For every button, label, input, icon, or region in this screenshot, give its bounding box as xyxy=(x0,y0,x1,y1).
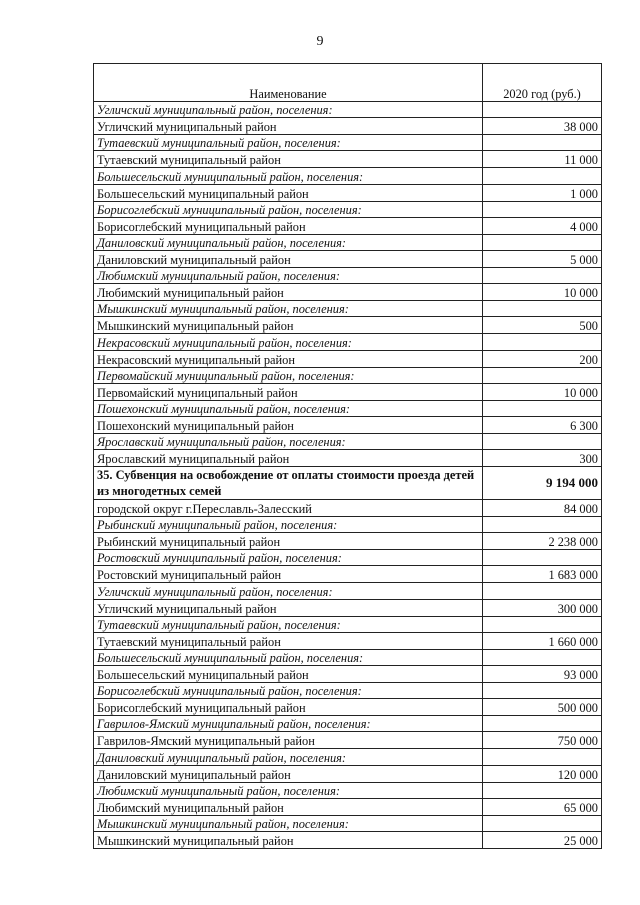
row-value: 11 000 xyxy=(483,151,602,168)
row-value xyxy=(483,135,602,151)
subheading-row xyxy=(94,815,602,831)
table-row xyxy=(94,500,602,517)
row-value: 500 xyxy=(483,317,602,334)
row-value: 1 683 000 xyxy=(483,566,602,583)
row-name: Тутаевский муниципальный район xyxy=(94,632,483,649)
subheading-row xyxy=(94,102,602,118)
row-value: 300 000 xyxy=(483,599,602,616)
table-row xyxy=(94,599,602,616)
row-name: Даниловский муниципальный район xyxy=(94,250,483,267)
row-name: Рыбинский муниципальный район xyxy=(94,533,483,550)
row-name: Любимский муниципальный район xyxy=(94,798,483,815)
table-row xyxy=(94,317,602,334)
row-name: Любимский муниципальный район xyxy=(94,284,483,301)
row-name: Угличский муниципальный район xyxy=(94,118,483,135)
subheading-row xyxy=(94,649,602,665)
subheading-row xyxy=(94,201,602,217)
row-name: Тутаевский муниципальный район, поселения: xyxy=(94,616,483,632)
table-row xyxy=(94,250,602,267)
row-name: Борисоглебский муниципальный район xyxy=(94,699,483,716)
table-row xyxy=(94,831,602,848)
row-name: Большесельский муниципальный район xyxy=(94,666,483,683)
row-value xyxy=(483,683,602,699)
table-row xyxy=(94,732,602,749)
row-value xyxy=(483,400,602,416)
row-value: 93 000 xyxy=(483,666,602,683)
row-name: Даниловский муниципальный район, поселения: xyxy=(94,749,483,765)
row-name: Рыбинский муниципальный район, поселения: xyxy=(94,517,483,533)
row-name: Мышкинский муниципальный район, поселения: xyxy=(94,301,483,317)
subheading-row xyxy=(94,400,602,416)
row-name: Большесельский муниципальный район, поселения: xyxy=(94,168,483,184)
table-row xyxy=(94,151,602,168)
subheading-row xyxy=(94,583,602,599)
row-name: Угличский муниципальный район, поселения: xyxy=(94,583,483,599)
row-value xyxy=(483,102,602,118)
subheading-row xyxy=(94,135,602,151)
row-value xyxy=(483,367,602,383)
subheading-row xyxy=(94,433,602,449)
row-value: 9 194 000 xyxy=(483,467,602,500)
row-name: Некрасовский муниципальный район, поселения: xyxy=(94,334,483,350)
row-value: 120 000 xyxy=(483,765,602,782)
table-row xyxy=(94,383,602,400)
row-value: 500 000 xyxy=(483,699,602,716)
table-row xyxy=(94,416,602,433)
table-row xyxy=(94,217,602,234)
subheading-row xyxy=(94,168,602,184)
table-body xyxy=(94,102,602,849)
row-name: 35. Субвенция на освобождение от оплаты стоимости проезда детей из многодетных семей xyxy=(94,467,483,500)
row-value xyxy=(483,517,602,533)
section-row xyxy=(94,467,602,500)
row-value xyxy=(483,616,602,632)
row-value xyxy=(483,815,602,831)
row-value: 1 660 000 xyxy=(483,632,602,649)
row-name: Пошехонский муниципальный район, поселения: xyxy=(94,400,483,416)
subheading-row xyxy=(94,517,602,533)
subheading-row xyxy=(94,782,602,798)
row-value xyxy=(483,749,602,765)
row-value: 6 300 xyxy=(483,416,602,433)
page-number: 9 xyxy=(316,34,324,49)
row-value: 25 000 xyxy=(483,831,602,848)
row-name: Некрасовский муниципальный район xyxy=(94,350,483,367)
row-value: 10 000 xyxy=(483,383,602,400)
row-name: Даниловский муниципальный район xyxy=(94,765,483,782)
row-name: Большесельский муниципальный район, поселения: xyxy=(94,649,483,665)
row-name: Угличский муниципальный район xyxy=(94,599,483,616)
table-row xyxy=(94,798,602,815)
row-name: Тутаевский муниципальный район xyxy=(94,151,483,168)
row-name: Борисоглебский муниципальный район, поселения: xyxy=(94,683,483,699)
row-name: Угличский муниципальный район, поселения: xyxy=(94,102,483,118)
table-row xyxy=(94,566,602,583)
table-row xyxy=(94,632,602,649)
row-name: Ростовский муниципальный район xyxy=(94,566,483,583)
row-value xyxy=(483,583,602,599)
row-name: Мышкинский муниципальный район xyxy=(94,831,483,848)
row-value: 84 000 xyxy=(483,500,602,517)
row-name: Борисоглебский муниципальный район, поселения: xyxy=(94,201,483,217)
row-name: Мышкинский муниципальный район, поселения: xyxy=(94,815,483,831)
row-name: Тутаевский муниципальный район, поселения: xyxy=(94,135,483,151)
row-name: Первомайский муниципальный район, поселения: xyxy=(94,367,483,383)
row-value: 38 000 xyxy=(483,118,602,135)
row-value xyxy=(483,267,602,283)
table-row xyxy=(94,765,602,782)
row-name: Большесельский муниципальный район xyxy=(94,184,483,201)
row-name: Ярославский муниципальный район, поселения: xyxy=(94,433,483,449)
row-name: Даниловский муниципальный район, поселения: xyxy=(94,234,483,250)
row-value: 4 000 xyxy=(483,217,602,234)
table-row xyxy=(94,284,602,301)
row-value xyxy=(483,649,602,665)
row-name: Любимский муниципальный район, поселения: xyxy=(94,782,483,798)
row-value xyxy=(483,168,602,184)
row-value: 300 xyxy=(483,450,602,467)
row-value: 1 000 xyxy=(483,184,602,201)
column-header-name: Наименование xyxy=(94,64,483,102)
table-row xyxy=(94,118,602,135)
row-name: Гаврилов-Ямский муниципальный район xyxy=(94,732,483,749)
row-value xyxy=(483,234,602,250)
subheading-row xyxy=(94,716,602,732)
table-row xyxy=(94,450,602,467)
row-value xyxy=(483,782,602,798)
table-row xyxy=(94,350,602,367)
row-value: 200 xyxy=(483,350,602,367)
row-value: 5 000 xyxy=(483,250,602,267)
row-name: Гаврилов-Ямский муниципальный район, поселения: xyxy=(94,716,483,732)
row-value xyxy=(483,301,602,317)
row-name: Любимский муниципальный район, поселения: xyxy=(94,267,483,283)
row-value: 65 000 xyxy=(483,798,602,815)
subheading-row xyxy=(94,367,602,383)
subheading-row xyxy=(94,267,602,283)
row-name: Ростовский муниципальный район, поселения: xyxy=(94,550,483,566)
row-name: Ярославский муниципальный район xyxy=(94,450,483,467)
row-value: 2 238 000 xyxy=(483,533,602,550)
row-value: 750 000 xyxy=(483,732,602,749)
subheading-row xyxy=(94,616,602,632)
subheading-row xyxy=(94,550,602,566)
budget-table xyxy=(93,63,602,849)
row-value xyxy=(483,716,602,732)
row-value xyxy=(483,550,602,566)
row-name: Первомайский муниципальный район xyxy=(94,383,483,400)
row-value xyxy=(483,201,602,217)
subheading-row xyxy=(94,334,602,350)
table-row xyxy=(94,666,602,683)
table-header-row xyxy=(94,64,602,102)
subheading-row xyxy=(94,234,602,250)
table-row xyxy=(94,699,602,716)
row-name: городской округ г.Переславль-Залесский xyxy=(94,500,483,517)
subheading-row xyxy=(94,683,602,699)
column-header-value: 2020 год (руб.) xyxy=(483,64,602,102)
subheading-row xyxy=(94,749,602,765)
table-row xyxy=(94,533,602,550)
row-value: 10 000 xyxy=(483,284,602,301)
table-row xyxy=(94,184,602,201)
row-name: Пошехонский муниципальный район xyxy=(94,416,483,433)
row-value xyxy=(483,334,602,350)
subheading-row xyxy=(94,301,602,317)
row-name: Борисоглебский муниципальный район xyxy=(94,217,483,234)
row-value xyxy=(483,433,602,449)
row-name: Мышкинский муниципальный район xyxy=(94,317,483,334)
